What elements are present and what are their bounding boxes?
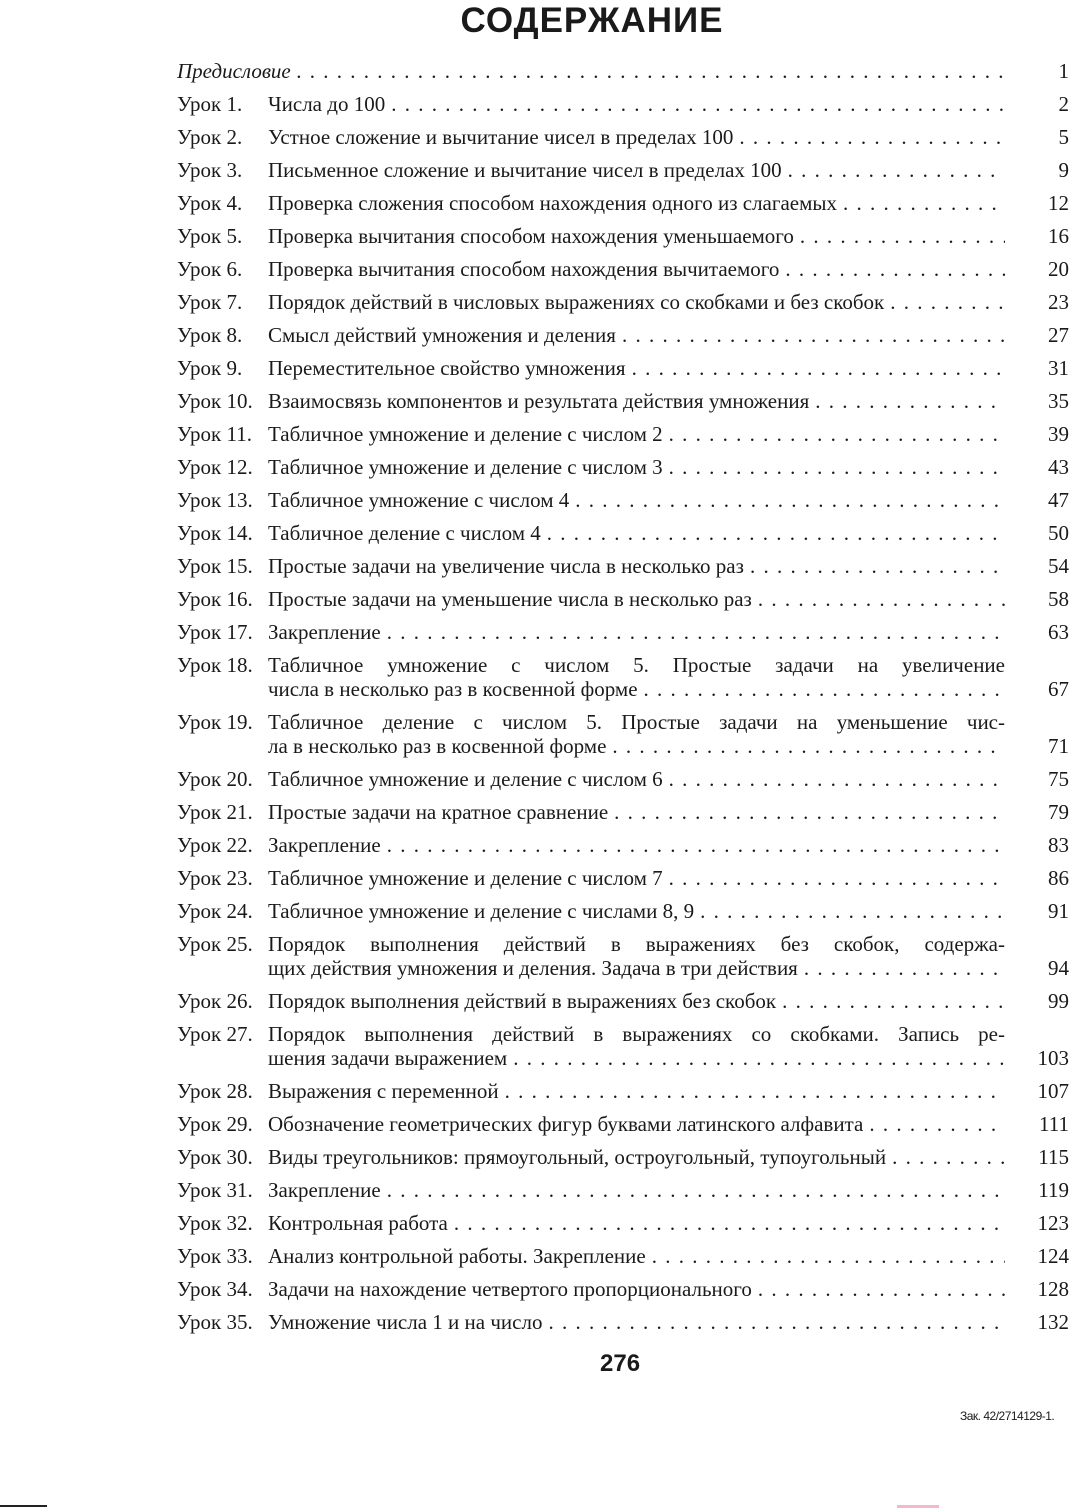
entry-title — [268, 989, 1005, 1013]
lesson-label: Урок 13. — [177, 487, 253, 512]
page-ref: 107 — [1037, 1078, 1069, 1103]
entry-title-line: ла в несколько раз в косвенной форме — [268, 733, 607, 758]
entry-title-line: Простые задачи на уменьшение числа в несколько раз — [268, 586, 752, 611]
toc-entry — [177, 984, 1069, 1017]
page-ref: 35 — [1048, 388, 1069, 413]
entry-title-line: Контрольная работа — [268, 1210, 448, 1235]
toc-entry — [177, 186, 1069, 219]
toc-entry — [177, 483, 1069, 516]
entry-title-line: Предисловие — [177, 58, 291, 83]
lesson-label: Урок 34. — [177, 1276, 253, 1301]
dot-leader — [752, 1277, 1005, 1301]
entry-title-line: Простые задачи на кратное сравнение — [268, 799, 609, 824]
entry-title-line: Числа до 100 — [268, 91, 386, 116]
entry-title-line: Табличное умножение с числом 4 — [268, 487, 570, 512]
dot-leader — [798, 956, 1005, 980]
page-ref: 43 — [1048, 454, 1069, 479]
lesson-label: Урок 2. — [177, 124, 243, 149]
lesson-label: Урок 27. — [177, 1021, 253, 1046]
toc-entry — [177, 894, 1069, 927]
lesson-label: Урок 12. — [177, 454, 253, 479]
dot-leader — [507, 1046, 1005, 1070]
entry-title-line: Табличное умножение и деление с числом 2 — [268, 421, 663, 446]
entry-title — [268, 833, 1005, 857]
page-ref: 128 — [1037, 1276, 1069, 1301]
lesson-label: Урок 28. — [177, 1078, 253, 1103]
entry-title — [268, 257, 1005, 281]
page-ref: 71 — [1048, 733, 1069, 758]
dot-leader — [809, 389, 1005, 413]
lesson-label: Урок 8. — [177, 322, 243, 347]
entry-title — [268, 125, 1005, 149]
entry-title-line: Порядок выполнения действий в выражениях со скобками. Запись ре- — [268, 1021, 1005, 1046]
entry-title-line: Табличное умножение и деление с числом 6 — [268, 766, 663, 791]
lesson-label: Урок 31. — [177, 1177, 253, 1202]
lesson-label: Урок 26. — [177, 988, 253, 1013]
page-ref: 75 — [1048, 766, 1069, 791]
entry-title — [268, 554, 1005, 578]
entry-title-line: Виды треугольников: прямоугольный, остроугольный, тупоугольный — [268, 1144, 887, 1169]
page-ref: 2 — [1058, 91, 1069, 116]
dot-leader — [541, 521, 1005, 545]
entry-title-line: Закрепление — [268, 1177, 381, 1202]
crop-mark — [0, 1505, 47, 1507]
entry-title — [268, 1079, 1005, 1103]
entry-title — [268, 191, 1005, 215]
dot-leader — [569, 488, 1005, 512]
entry-title-line: Порядок действий в числовых выражениях со скобками и без скобок — [268, 289, 885, 314]
entry-title — [268, 899, 1005, 923]
page-ref: 67 — [1048, 676, 1069, 701]
page-ref: 5 — [1058, 124, 1069, 149]
page-ref: 27 — [1048, 322, 1069, 347]
lesson-label: Урок 1. — [177, 91, 243, 116]
lesson-label: Урок 33. — [177, 1243, 253, 1268]
toc-entry — [177, 549, 1069, 582]
dot-leader — [385, 92, 1005, 116]
entry-title-line: Порядок выполнения действий в выражениях без скобок — [268, 988, 777, 1013]
entry-title-line: Табличное умножение и деление с числом 7 — [268, 865, 663, 890]
toc-entry — [177, 582, 1069, 615]
dot-leader — [381, 1178, 1005, 1202]
page-ref: 91 — [1048, 898, 1069, 923]
page-ref: 83 — [1048, 832, 1069, 857]
lesson-label: Урок 11. — [177, 421, 252, 446]
entry-title-line: Табличное деление с числом 4 — [268, 520, 541, 545]
entry-title — [268, 866, 1005, 890]
page-ref: 12 — [1048, 190, 1069, 215]
toc-entry — [177, 762, 1069, 795]
toc-entry — [177, 615, 1069, 648]
dot-leader — [663, 866, 1005, 890]
toc-entry — [177, 1140, 1069, 1173]
toc-entry — [177, 87, 1069, 120]
lesson-label: Урок 32. — [177, 1210, 253, 1235]
toc-entry — [177, 1305, 1069, 1338]
entry-title — [268, 620, 1005, 644]
lesson-label: Урок 24. — [177, 898, 253, 923]
entry-title-line: Порядок выполнения действий в выражениях без скобок, содержа- — [268, 931, 1005, 956]
dot-leader — [782, 158, 1005, 182]
dot-leader — [663, 767, 1005, 791]
page-ref: 23 — [1048, 289, 1069, 314]
entry-title — [268, 767, 1005, 791]
dot-leader — [863, 1112, 1005, 1136]
toc-entry — [177, 828, 1069, 861]
page-ref: 63 — [1048, 619, 1069, 644]
dot-leader — [837, 191, 1005, 215]
entry-title-line: Умножение числа 1 и на число — [268, 1309, 543, 1334]
toc-entry — [177, 54, 1069, 87]
lesson-label: Урок 19. — [177, 709, 253, 734]
dot-leader — [884, 290, 1005, 314]
page-ref: 9 — [1058, 157, 1069, 182]
entry-title-line: Табличное умножение и деление с числом 3 — [268, 454, 663, 479]
toc-entry — [177, 153, 1069, 186]
entry-title-line: Взаимосвязь компонентов и результата действия умножения — [268, 388, 810, 413]
toc-entry — [177, 1074, 1069, 1107]
entry-title — [268, 1310, 1005, 1334]
entry-title — [268, 1022, 1005, 1070]
dot-leader — [616, 323, 1005, 347]
page-ref: 20 — [1048, 256, 1069, 281]
lesson-label: Урок 10. — [177, 388, 253, 413]
dot-leader — [776, 989, 1005, 1013]
dot-leader — [542, 1310, 1005, 1334]
entry-title-line: Проверка сложения способом нахождения одного из слагаемых — [268, 190, 838, 215]
entry-title — [268, 389, 1005, 413]
entry-title — [268, 1211, 1005, 1235]
entry-title-line: Закрепление — [268, 619, 381, 644]
entry-title-line: шения задачи выражением — [268, 1045, 508, 1070]
print-order-note: Зак. 42/2714129-1. — [960, 1409, 1055, 1423]
page-ref: 99 — [1048, 988, 1069, 1013]
entry-title — [268, 158, 1005, 182]
page-ref: 58 — [1048, 586, 1069, 611]
page-ref: 47 — [1048, 487, 1069, 512]
toc-entry — [177, 417, 1069, 450]
dot-leader — [663, 422, 1005, 446]
entry-title-line: Закрепление — [268, 832, 381, 857]
page-ref: 31 — [1048, 355, 1069, 380]
entry-title — [268, 422, 1005, 446]
entry-title — [268, 710, 1005, 758]
toc-entry — [177, 927, 1069, 984]
dot-leader — [733, 125, 1005, 149]
toc-entry — [177, 1173, 1069, 1206]
dot-leader — [886, 1145, 1005, 1169]
page-ref: 1 — [1058, 58, 1069, 83]
lesson-label: Урок 4. — [177, 190, 243, 215]
page-ref: 79 — [1048, 799, 1069, 824]
dot-leader — [663, 455, 1005, 479]
toc-entry — [177, 120, 1069, 153]
dot-leader — [646, 1244, 1005, 1268]
toc-entry — [177, 861, 1069, 894]
lesson-label: Урок 35. — [177, 1309, 253, 1334]
dot-leader — [626, 356, 1005, 380]
entry-title — [268, 455, 1005, 479]
page-ref: 115 — [1038, 1144, 1069, 1169]
entry-title — [268, 1277, 1005, 1301]
toc-entry — [177, 351, 1069, 384]
page-ref: 39 — [1048, 421, 1069, 446]
page-ref: 103 — [1037, 1045, 1069, 1070]
page-ref: 54 — [1048, 553, 1069, 578]
lesson-label: Урок 23. — [177, 865, 253, 890]
page-title: СОДЕРЖАНИЕ — [460, 1, 724, 40]
page-ref: 16 — [1048, 223, 1069, 248]
entry-title-line: Письменное сложение и вычитание чисел в пределах 100 — [268, 157, 782, 182]
entry-title — [268, 224, 1005, 248]
entry-title-line: Смысл действий умножения и деления — [268, 322, 616, 347]
lesson-label: Урок 14. — [177, 520, 253, 545]
toc-entry — [177, 252, 1069, 285]
page-ref: 132 — [1037, 1309, 1069, 1334]
entry-title-line: Обозначение геометрических фигур буквами латинского алфавита — [268, 1111, 864, 1136]
toc-entry — [177, 1272, 1069, 1305]
table-of-contents — [177, 54, 1069, 1338]
toc-entry — [177, 1107, 1069, 1140]
dot-leader — [291, 59, 1005, 83]
entry-title-line: Табличное деление с числом 5. Простые задачи на уменьшение чис- — [268, 709, 1005, 734]
entry-title-line: Задачи на нахождение четвертого пропорционального — [268, 1276, 752, 1301]
page-ref: 124 — [1037, 1243, 1069, 1268]
entry-title — [268, 521, 1005, 545]
dot-leader — [752, 587, 1005, 611]
page-ref: 86 — [1048, 865, 1069, 890]
toc-entry — [177, 516, 1069, 549]
toc-entry — [177, 318, 1069, 351]
dot-leader — [448, 1211, 1005, 1235]
entry-title — [268, 1244, 1005, 1268]
dot-leader — [606, 734, 1005, 758]
lesson-label: Урок 6. — [177, 256, 243, 281]
toc-entry — [177, 219, 1069, 252]
dot-leader — [499, 1079, 1005, 1103]
entry-title-line: Анализ контрольной работы. Закрепление — [268, 1243, 646, 1268]
dot-leader — [779, 257, 1005, 281]
dot-leader — [608, 800, 1005, 824]
entry-title — [268, 653, 1005, 701]
page-ref: 50 — [1048, 520, 1069, 545]
entry-title — [268, 356, 1005, 380]
dot-leader — [694, 899, 1005, 923]
entry-title — [268, 1178, 1005, 1202]
toc-entry — [177, 450, 1069, 483]
toc-entry — [177, 384, 1069, 417]
entry-title-line: Устное сложение и вычитание чисел в пределах 100 — [268, 124, 734, 149]
toc-entry — [177, 1206, 1069, 1239]
dot-leader — [638, 677, 1005, 701]
entry-title-line: Табличное умножение с числом 5. Простые задачи на увеличение — [268, 652, 1005, 677]
toc-entry — [177, 1017, 1069, 1074]
entry-title — [268, 92, 1005, 116]
entry-title — [268, 800, 1005, 824]
page-ref: 123 — [1037, 1210, 1069, 1235]
toc-entry — [177, 1239, 1069, 1272]
page-ref: 94 — [1048, 955, 1069, 980]
entry-title — [268, 1145, 1005, 1169]
entry-title-line: Проверка вычитания способом нахождения вычитаемого — [268, 256, 780, 281]
lesson-label: Урок 9. — [177, 355, 243, 380]
lesson-label: Урок 5. — [177, 223, 243, 248]
lesson-label: Урок 3. — [177, 157, 243, 182]
dot-leader — [381, 620, 1005, 644]
page-ref: 111 — [1039, 1111, 1069, 1136]
entry-title-line: Простые задачи на увеличение числа в несколько раз — [268, 553, 744, 578]
lesson-label: Урок 20. — [177, 766, 253, 791]
entry-title — [268, 932, 1005, 980]
entry-title — [177, 59, 1005, 83]
lesson-label: Урок 29. — [177, 1111, 253, 1136]
dot-leader — [744, 554, 1005, 578]
lesson-label: Урок 30. — [177, 1144, 253, 1169]
entry-title-line: щих действия умножения и деления. Задача в три действия — [268, 955, 798, 980]
entry-title-line: Проверка вычитания способом нахождения уменьшаемого — [268, 223, 794, 248]
entry-title-line: Переместительное свойство умножения — [268, 355, 626, 380]
page-number: 276 — [600, 1350, 641, 1377]
toc-entry — [177, 285, 1069, 318]
entry-title — [268, 290, 1005, 314]
lesson-label: Урок 21. — [177, 799, 253, 824]
entry-title — [268, 587, 1005, 611]
entry-title — [268, 1112, 1005, 1136]
lesson-label: Урок 16. — [177, 586, 253, 611]
entry-title-line: Табличное умножение и деление с числами 8, 9 — [268, 898, 695, 923]
lesson-label: Урок 18. — [177, 652, 253, 677]
lesson-label: Урок 15. — [177, 553, 253, 578]
lesson-label: Урок 7. — [177, 289, 243, 314]
entry-title-line: Выражения с переменной — [268, 1078, 499, 1103]
toc-entry — [177, 705, 1069, 762]
entry-title-line: числа в несколько раз в косвенной форме — [268, 676, 638, 701]
dot-leader — [381, 833, 1005, 857]
toc-entry — [177, 648, 1069, 705]
entry-title — [268, 323, 1005, 347]
toc-entry — [177, 795, 1069, 828]
page-ref: 119 — [1038, 1177, 1069, 1202]
dot-leader — [794, 224, 1005, 248]
lesson-label: Урок 17. — [177, 619, 253, 644]
lesson-label: Урок 25. — [177, 931, 253, 956]
entry-title — [268, 488, 1005, 512]
lesson-label: Урок 22. — [177, 832, 253, 857]
crop-mark — [897, 1505, 939, 1508]
